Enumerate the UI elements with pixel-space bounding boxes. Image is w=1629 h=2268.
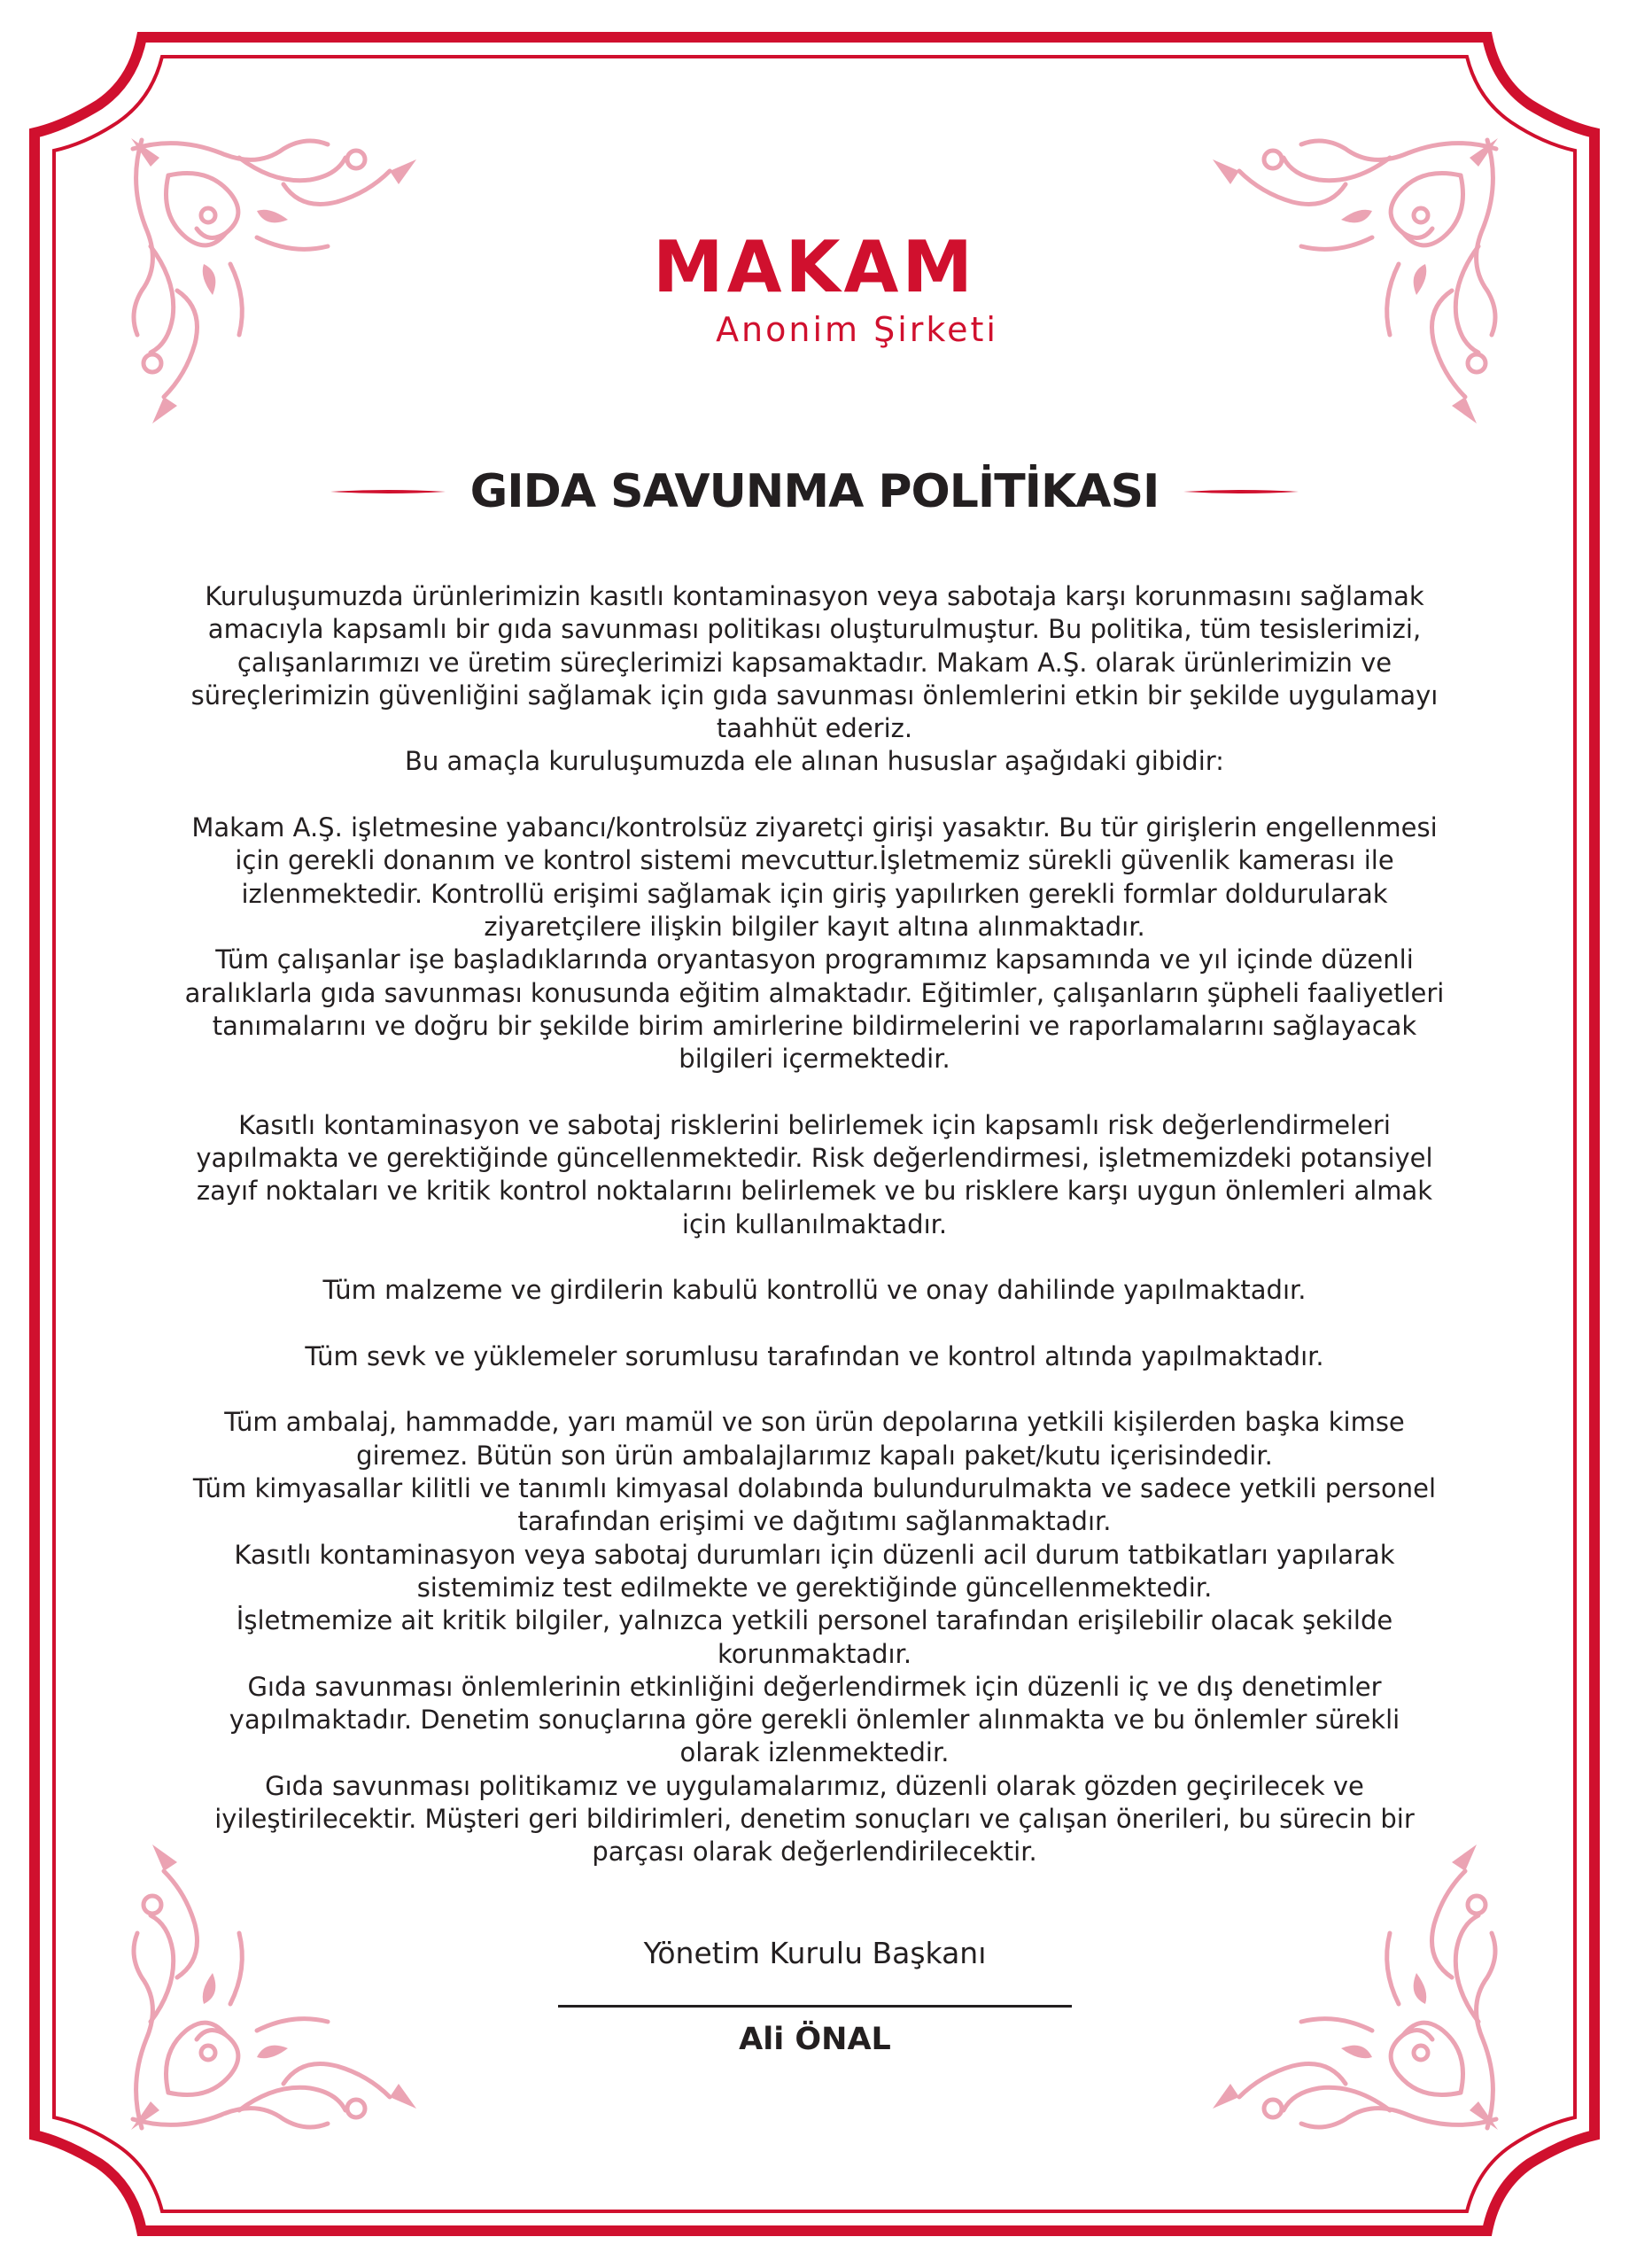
body-line: Tüm sevk ve yüklemeler sorumlusu tarafından ve kontrol altında yapılmaktadır. — [305, 1340, 1324, 1371]
flourish-icon — [124, 1845, 416, 2137]
ornament-bottom-right — [1213, 1845, 1505, 2137]
paragraph-gap — [173, 1373, 1456, 1406]
body-line: Bu amaçla kuruluşumuzda ele alınan hususlar aşağıdaki gibidir: — [405, 746, 1224, 777]
body-line: tanımalarını ve doğru bir şekilde birim amirlerine bildirmelerini ve raporlamalarını sağlayacak — [212, 1010, 1417, 1041]
body-line: Gıda savunması önlemlerinin etkinliğini değerlendirmek için düzenli iç ve dış denetimler — [247, 1671, 1382, 1702]
policy-body — [173, 580, 1456, 1869]
body-line: bilgileri içermektedir. — [679, 1044, 950, 1075]
signature-name: Ali ÖNAL — [739, 2022, 891, 2057]
body-line: yapılmaktadır. Denetim sonuçlarına göre gerekli önlemler alınmakta ve bu önlemler sürekli — [229, 1705, 1400, 1736]
body-line: taahhüt ederiz. — [716, 713, 913, 744]
body-line: Kuruluşumuzda ürünlerimizin kasıtlı kontaminasyon veya sabotaja karşı korunmasını sağlamak — [205, 581, 1424, 611]
logo-subtitle: Anonim Şirketi — [716, 310, 998, 349]
body-line: parçası olarak değerlendirilecektir. — [592, 1837, 1037, 1868]
body-line: süreçlerimizin güvenliğini sağlamak için gıda savunması önlemlerini etkin bir şekilde uygulamayı — [190, 680, 1439, 711]
signature-line — [558, 2005, 1072, 2008]
flourish-icon — [1213, 1845, 1505, 2137]
body-line: giremez. Bütün son ürün ambalajlarımız kapalı paket/kutu içerisindedir. — [356, 1440, 1273, 1471]
body-line: iyileştirilecektir. Müşteri geri bildirimleri, denetim sonuçları ve çalışan önerileri, bu sürecin bir — [214, 1803, 1415, 1834]
body-line: aralıklarla gıda savunması konusunda eğitim almaktadır. Eğitimler, çalışanların şüpheli faaliyetleri — [184, 977, 1445, 1008]
body-line: için kullanılmaktadır. — [681, 1208, 948, 1239]
body-line: İşletmemize ait kritik bilgiler, yalnızca yetkili personel tarafından erişilebilir olacak şekilde — [236, 1605, 1393, 1636]
logo-wordmark: MAKAM — [652, 226, 977, 308]
body-line: korunmaktadır. — [717, 1638, 912, 1669]
body-line: zayıf noktaları ve kritik kontrol noktalarını belirlemek ve bu risklere karşı uygun önlemleri almak — [196, 1176, 1433, 1207]
paragraph-gap — [173, 1308, 1456, 1340]
body-line: için gerekli donanım ve kontrol sistemi mevcuttur.İşletmemiz sürekli güvenlik kamerası ile — [235, 845, 1394, 876]
body-line: yapılmakta ve gerektiğinde güncellenmektedir. Risk değerlendirmesi, işletmemizdeki potansiyel — [196, 1143, 1433, 1174]
paragraph-gap — [173, 1241, 1456, 1274]
body-line: çalışanlarımızı ve üretim süreçlerimizi kapsamaktadır. Makam A.Ş. olarak ürünlerimizin ve — [237, 647, 1392, 678]
paragraph-gap — [173, 1076, 1456, 1108]
body-line: olarak izlenmektedir. — [679, 1737, 950, 1768]
body-line: ziyaretçilere ilişkin bilgiler kayıt altına alınmaktadır. — [484, 911, 1145, 942]
body-line: Kasıtlı kontaminasyon veya sabotaj durumları için düzenli acil durum tatbikatları yapılarak — [234, 1539, 1395, 1570]
title-rule-left — [330, 489, 446, 494]
body-line: amacıyla kapsamlı bir gıda savunması politikası oluşturulmuştur. Bu politika, tüm tesislerimizi, — [207, 614, 1422, 645]
body-line: Tüm ambalaj, hammadde, yarı mamül ve son ürün depolarına yetkili kişilerden başka kimse — [224, 1407, 1405, 1438]
body-line: Tüm malzeme ve girdilerin kabulü kontrollü ve onay dahilinde yapılmaktadır. — [322, 1275, 1307, 1306]
title-row — [0, 461, 1629, 523]
body-line: Tüm kimyasallar kilitli ve tanımlı kimyasal dolabında bulundurulmakta ve sadece yetkili personel — [192, 1473, 1437, 1504]
body-line: sistemimiz test edilmekte ve gerektiğinde güncellenmektedir. — [416, 1572, 1213, 1603]
paragraph-gap — [173, 779, 1456, 812]
rule-right-svg — [1183, 489, 1299, 494]
body-line: Tüm çalışanlar işe başladıklarında oryantasyon programımız kapsamında ve yıl içinde düzenli — [215, 944, 1414, 975]
title-rule-right — [1183, 489, 1299, 494]
body-line: tarafından erişimi ve dağıtımı sağlanmaktadır. — [517, 1506, 1112, 1537]
body-line: Kasıtlı kontaminasyon ve sabotaj risklerini belirlemek için kapsamlı risk değerlendirmeleri — [238, 1109, 1391, 1140]
signature-role: Yönetim Kurulu Başkanı — [643, 1936, 987, 1970]
company-logo — [0, 226, 1629, 349]
body-line: izlenmektedir. Kontrollü erişimi sağlamak için giriş yapılırken gerekli formlar doldurularak — [241, 878, 1388, 909]
page-title: GIDA SAVUNMA POLİTİKASI — [469, 465, 1160, 518]
body-line: Gıda savunması politikamız ve uygulamalarımız, düzenli olarak gözden geçirilecek ve — [265, 1770, 1364, 1801]
rule-left-svg — [330, 489, 446, 494]
body-line: Makam A.Ş. işletmesine yabancı/kontrolsüz ziyaretçi girişi yasaktır. Bu tür girişlerin engellenmesi — [191, 812, 1438, 843]
ornament-bottom-left — [124, 1845, 416, 2137]
